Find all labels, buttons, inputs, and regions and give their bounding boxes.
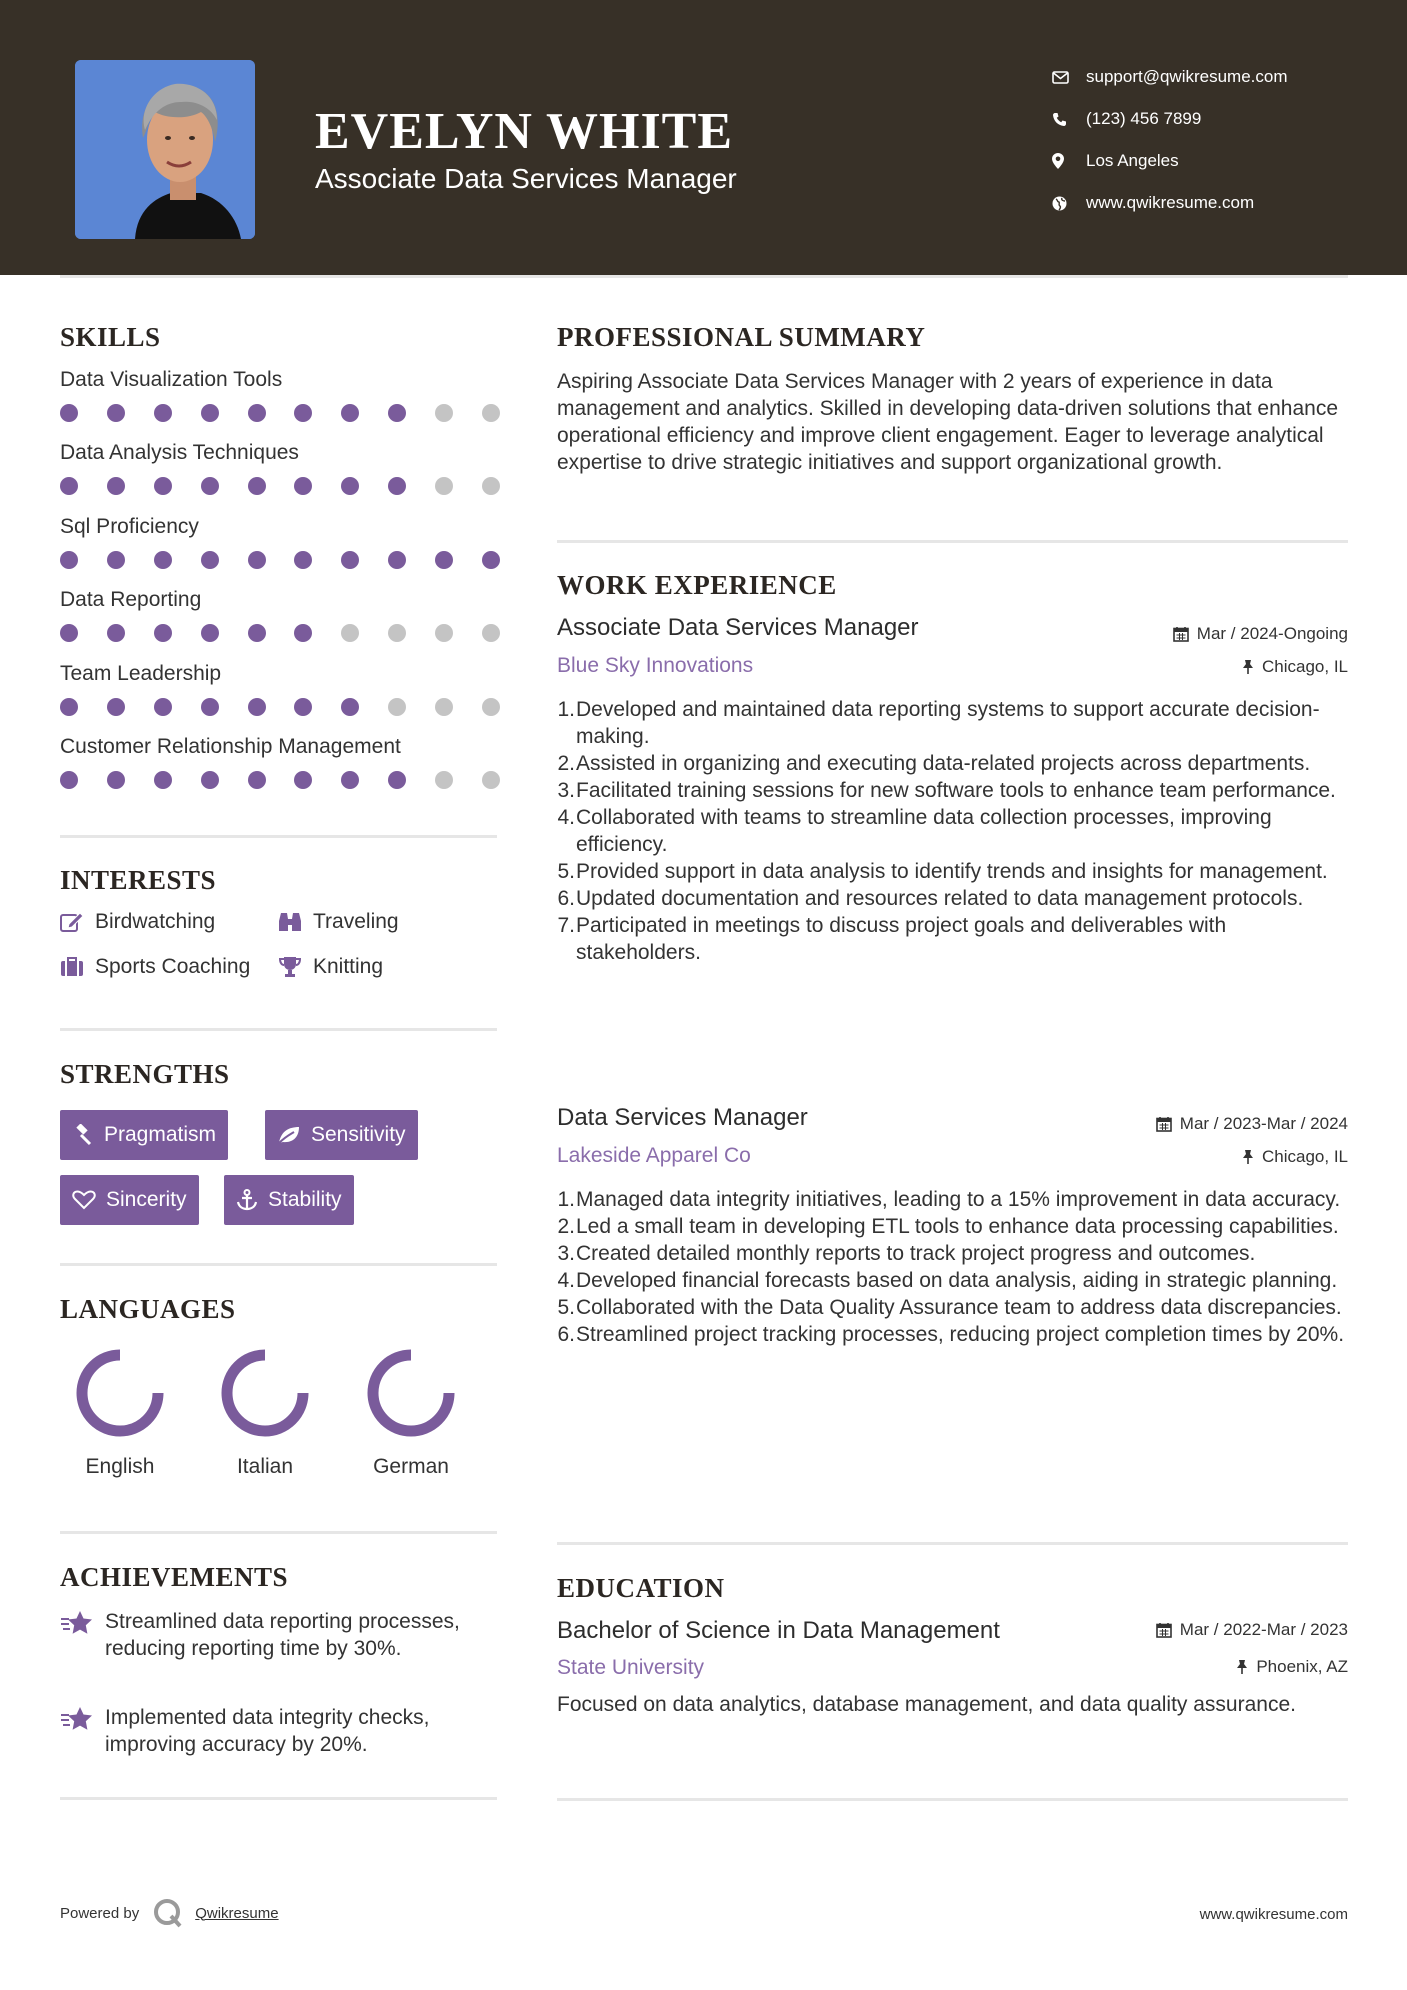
rating-dot-filled: [60, 404, 78, 422]
header-divider: [60, 275, 1348, 278]
rating-dot-empty: [435, 404, 453, 422]
rating-dot-filled: [341, 698, 359, 716]
rating-dot-empty: [388, 624, 406, 642]
trophy-icon: [278, 956, 313, 978]
rating-dot-filled: [60, 477, 78, 495]
language-level-arc: [227, 1355, 303, 1431]
rating-dot-filled: [60, 551, 78, 569]
summary-heading: PROFESSIONAL SUMMARY: [557, 322, 926, 352]
education-heading: EDUCATION: [557, 1573, 725, 1603]
strength-label: Sincerity: [106, 1188, 187, 1211]
pushpin-icon: [1236, 1659, 1248, 1675]
binoculars-icon: [278, 911, 313, 933]
language-level-arc: [373, 1355, 449, 1431]
rating-dot-empty: [482, 404, 500, 422]
achievement-text: Streamlined data reporting processes, reducing reporting time by 30%.: [105, 1610, 460, 1660]
rating-dot-empty: [482, 698, 500, 716]
rating-dot-filled: [294, 404, 312, 422]
pencil-icon: [60, 912, 95, 933]
rating-dot-filled: [248, 771, 266, 789]
rating-dot-filled: [248, 551, 266, 569]
skills-heading: SKILLS: [60, 322, 161, 352]
rating-dot-empty: [435, 771, 453, 789]
strength-tag: [60, 1175, 199, 1225]
profile-photo: [75, 60, 255, 239]
globe-icon: [1050, 196, 1086, 211]
bullet-item: 3. Facilitated training sessions for new software tools to enhance team performance.: [557, 779, 1336, 802]
strength-tag: [265, 1110, 418, 1160]
contact-email-text: support@qwikresume.com: [1086, 67, 1288, 86]
bullet-item: 1. Managed data integrity initiatives, leading to a 15% improvement in data accuracy.: [557, 1188, 1341, 1211]
bullet-item: 6. Streamlined project tracking processes, reducing project completion times by 20%.: [557, 1323, 1345, 1346]
achievement-item: [60, 1704, 500, 1758]
achievements-heading: ACHIEVEMENTS: [60, 1562, 289, 1592]
resume-header: [0, 0, 1407, 275]
bullet-item: 7. Participated in meetings to discuss project goals and deliverables with stakeholders.: [557, 914, 1227, 964]
summary-text: Aspiring Associate Data Services Manager with 2 years of experience in data management and analytics. Skilled in developing data-driven solutions that enhance operational efficiency and improve client engagement. Eager to leverage analytical expertise to drive strategic initiatives and support organizational growth.: [557, 370, 1338, 474]
rating-dot-filled: [294, 771, 312, 789]
rating-dot-filled: [60, 624, 78, 642]
rating-dot-filled: [107, 551, 125, 569]
languages-heading: LANGUAGES: [60, 1294, 236, 1324]
job-dates: [1156, 1114, 1348, 1134]
qwikresume-logo-icon: [153, 1898, 183, 1928]
skill-name: Sql Proficiency: [60, 515, 199, 538]
skill-name: Data Analysis Techniques: [60, 441, 299, 464]
rating-dot-filled: [107, 477, 125, 495]
skill-name: Team Leadership: [60, 662, 222, 685]
rating-dot-filled: [154, 624, 172, 642]
interest-label: Knitting: [313, 955, 384, 978]
envelope-icon: [1050, 71, 1086, 84]
rating-dot-empty: [482, 771, 500, 789]
pushpin-icon: [1242, 1149, 1254, 1165]
star-icon: [60, 1704, 105, 1758]
bullet-item: 4. Collaborated with teams to streamline data collection processes, improving efficiency.: [557, 806, 1272, 856]
degree-title: Bachelor of Science in Data Management: [557, 1617, 1000, 1644]
rating-dot-filled: [248, 477, 266, 495]
rating-dot-empty: [435, 698, 453, 716]
rating-dot-filled: [248, 698, 266, 716]
footer-powered-by: [60, 1898, 279, 1928]
job-bullets: [557, 696, 1352, 966]
rating-dot-filled: [154, 698, 172, 716]
phone-icon: [1050, 112, 1086, 127]
rating-dot-filled: [154, 771, 172, 789]
language-item: [50, 1348, 190, 1479]
rating-dot-filled: [341, 771, 359, 789]
job-location-text: Chicago, IL: [1262, 657, 1348, 676]
rating-dot-filled: [341, 551, 359, 569]
job-dates: [1173, 624, 1348, 644]
calendar-icon: [1173, 626, 1189, 642]
education-dates-text: Mar / 2022-Mar / 2023: [1179, 1620, 1348, 1639]
company-name: Lakeside Apparel Co: [557, 1144, 751, 1167]
strength-label: Sensitivity: [311, 1123, 406, 1146]
languages-divider: [60, 1531, 497, 1534]
heart-icon: [72, 1190, 96, 1210]
education-description: Focused on data analytics, database management, and data quality assurance.: [557, 1693, 1296, 1716]
contact-phone[interactable]: [1050, 98, 1288, 140]
rating-dot-filled: [154, 551, 172, 569]
skill-item: [60, 588, 500, 642]
bullet-item: 5. Provided support in data analysis to identify trends and insights for management.: [557, 860, 1328, 883]
pushpin-icon: [1242, 659, 1254, 675]
job-location-text: Chicago, IL: [1262, 1147, 1348, 1166]
footer-website[interactable]: www.qwikresume.com: [1199, 1906, 1348, 1923]
anchor-icon: [236, 1189, 258, 1211]
calendar-icon: [1156, 1622, 1172, 1638]
qwikresume-link[interactable]: Qwikresume: [195, 1904, 279, 1922]
bullet-item: 4. Developed financial forecasts based on data analysis, aiding in strategic planning.: [557, 1269, 1338, 1292]
candidate-name: EVELYN WHITE: [315, 103, 734, 160]
contact-location-text: Los Angeles: [1086, 151, 1179, 170]
skill-name: Customer Relationship Management: [60, 735, 401, 758]
job-title: Data Services Manager: [557, 1104, 808, 1131]
briefcase-icon: [60, 957, 95, 977]
job-dates-text: Mar / 2024-Ongoing: [1196, 624, 1348, 643]
skills-divider: [60, 835, 497, 838]
contact-list: [1050, 56, 1288, 224]
skill-rating: [60, 477, 500, 495]
rating-dot-filled: [294, 551, 312, 569]
skill-rating: [60, 551, 500, 569]
strength-label: Stability: [268, 1188, 342, 1211]
rating-dot-empty: [482, 624, 500, 642]
rating-dot-filled: [248, 404, 266, 422]
gavel-icon: [72, 1124, 94, 1146]
interests-divider: [60, 1028, 497, 1031]
language-item: [341, 1348, 481, 1479]
rating-dot-filled: [435, 551, 453, 569]
rating-dot-filled: [388, 771, 406, 789]
bullet-item: 2. Assisted in organizing and executing data-related projects across departments.: [557, 752, 1311, 775]
rating-dot-empty: [388, 698, 406, 716]
job-location: [1242, 657, 1348, 677]
rating-dot-empty: [482, 477, 500, 495]
skill-rating: [60, 404, 500, 422]
interest-label: Sports Coaching: [95, 955, 251, 978]
skill-rating: [60, 698, 500, 716]
strength-label: Pragmatism: [104, 1123, 217, 1146]
interest-item: [278, 955, 383, 979]
rating-dot-empty: [435, 624, 453, 642]
rating-dot-filled: [294, 624, 312, 642]
school-name: State University: [557, 1656, 705, 1679]
skill-rating: [60, 771, 500, 789]
rating-dot-filled: [248, 624, 266, 642]
language-name: English: [85, 1455, 155, 1478]
skill-item: [60, 515, 500, 569]
strength-tag: [224, 1175, 354, 1225]
rating-dot-empty: [435, 477, 453, 495]
rating-dot-filled: [482, 551, 500, 569]
rating-dot-filled: [388, 404, 406, 422]
job-title: Associate Data Services Manager: [557, 614, 919, 641]
education-location-text: Phoenix, AZ: [1256, 1657, 1348, 1676]
interest-item: [278, 910, 399, 934]
candidate-title: Associate Data Services Manager: [315, 163, 737, 194]
rating-dot-filled: [201, 698, 219, 716]
contact-email[interactable]: [1050, 56, 1288, 98]
interest-item: [60, 910, 215, 934]
star-icon: [60, 1608, 105, 1662]
rating-dot-filled: [154, 404, 172, 422]
bullet-item: 2. Led a small team in developing ETL tools to enhance data processing capabilities.: [557, 1215, 1339, 1238]
rating-dot-filled: [201, 771, 219, 789]
language-name: Italian: [236, 1455, 294, 1478]
education-location: [1236, 1657, 1348, 1677]
rating-dot-filled: [107, 698, 125, 716]
rating-dot-filled: [341, 477, 359, 495]
skill-rating: [60, 624, 500, 642]
bullet-item: 5. Collaborated with the Data Quality Assurance team to address data discrepancies.: [557, 1296, 1342, 1319]
language-name: German: [373, 1455, 449, 1478]
job-bullets: [557, 1186, 1352, 1348]
strengths-divider: [60, 1263, 497, 1266]
interests-heading: INTERESTS: [60, 865, 217, 895]
rating-dot-filled: [201, 624, 219, 642]
rating-dot-filled: [107, 771, 125, 789]
achievement-item: [60, 1608, 500, 1662]
achievements-divider: [60, 1797, 497, 1800]
bullet-item: 3. Created detailed monthly reports to track project progress and outcomes.: [557, 1242, 1256, 1265]
powered-by-text: Powered by: [60, 1904, 140, 1922]
language-level-ring: [220, 1348, 310, 1438]
rating-dot-filled: [60, 698, 78, 716]
contact-website-text: www.qwikresume.com: [1086, 193, 1255, 212]
language-level-arc: [82, 1355, 158, 1431]
skill-item: [60, 662, 500, 716]
interest-item: [60, 955, 250, 979]
leaf-icon: [277, 1125, 301, 1145]
rating-dot-filled: [107, 624, 125, 642]
language-level-ring: [75, 1348, 165, 1438]
company-name: Blue Sky Innovations: [557, 654, 754, 677]
interest-label: Traveling: [313, 910, 399, 933]
skill-name: Data Reporting: [60, 588, 202, 611]
skill-item: [60, 441, 500, 495]
rating-dot-filled: [201, 404, 219, 422]
rating-dot-filled: [107, 404, 125, 422]
rating-dot-filled: [341, 404, 359, 422]
job-location: [1242, 1147, 1348, 1167]
contact-location: [1050, 140, 1288, 182]
achievement-text: Implemented data integrity checks, improving accuracy by 20%.: [105, 1706, 430, 1756]
bullet-item: 1. Developed and maintained data reporting systems to support accurate decision-making.: [557, 698, 1320, 748]
summary-divider: [557, 540, 1348, 543]
language-item: [195, 1348, 335, 1479]
calendar-icon: [1156, 1116, 1172, 1132]
language-level-ring: [366, 1348, 456, 1438]
map-pin-icon: [1050, 153, 1086, 169]
strength-tag: [60, 1110, 228, 1160]
strengths-heading: STRENGTHS: [60, 1059, 230, 1089]
experience-heading: WORK EXPERIENCE: [557, 570, 837, 600]
contact-website[interactable]: [1050, 182, 1288, 224]
experience-divider: [557, 1542, 1348, 1545]
rating-dot-filled: [201, 477, 219, 495]
skill-item: [60, 368, 500, 422]
rating-dot-filled: [60, 771, 78, 789]
rating-dot-filled: [294, 477, 312, 495]
rating-dot-filled: [388, 477, 406, 495]
job-dates-text: Mar / 2023-Mar / 2024: [1179, 1114, 1348, 1133]
contact-phone-text: (123) 456 7899: [1086, 109, 1202, 128]
rating-dot-filled: [154, 477, 172, 495]
skill-name: Data Visualization Tools: [60, 368, 283, 391]
interest-label: Birdwatching: [95, 910, 216, 933]
rating-dot-filled: [388, 551, 406, 569]
education-divider: [557, 1798, 1348, 1801]
bullet-item: 6. Updated documentation and resources related to data management protocols.: [557, 887, 1304, 910]
rating-dot-filled: [294, 698, 312, 716]
rating-dot-filled: [201, 551, 219, 569]
skill-item: [60, 735, 500, 789]
education-dates: [1156, 1620, 1348, 1640]
rating-dot-empty: [341, 624, 359, 642]
